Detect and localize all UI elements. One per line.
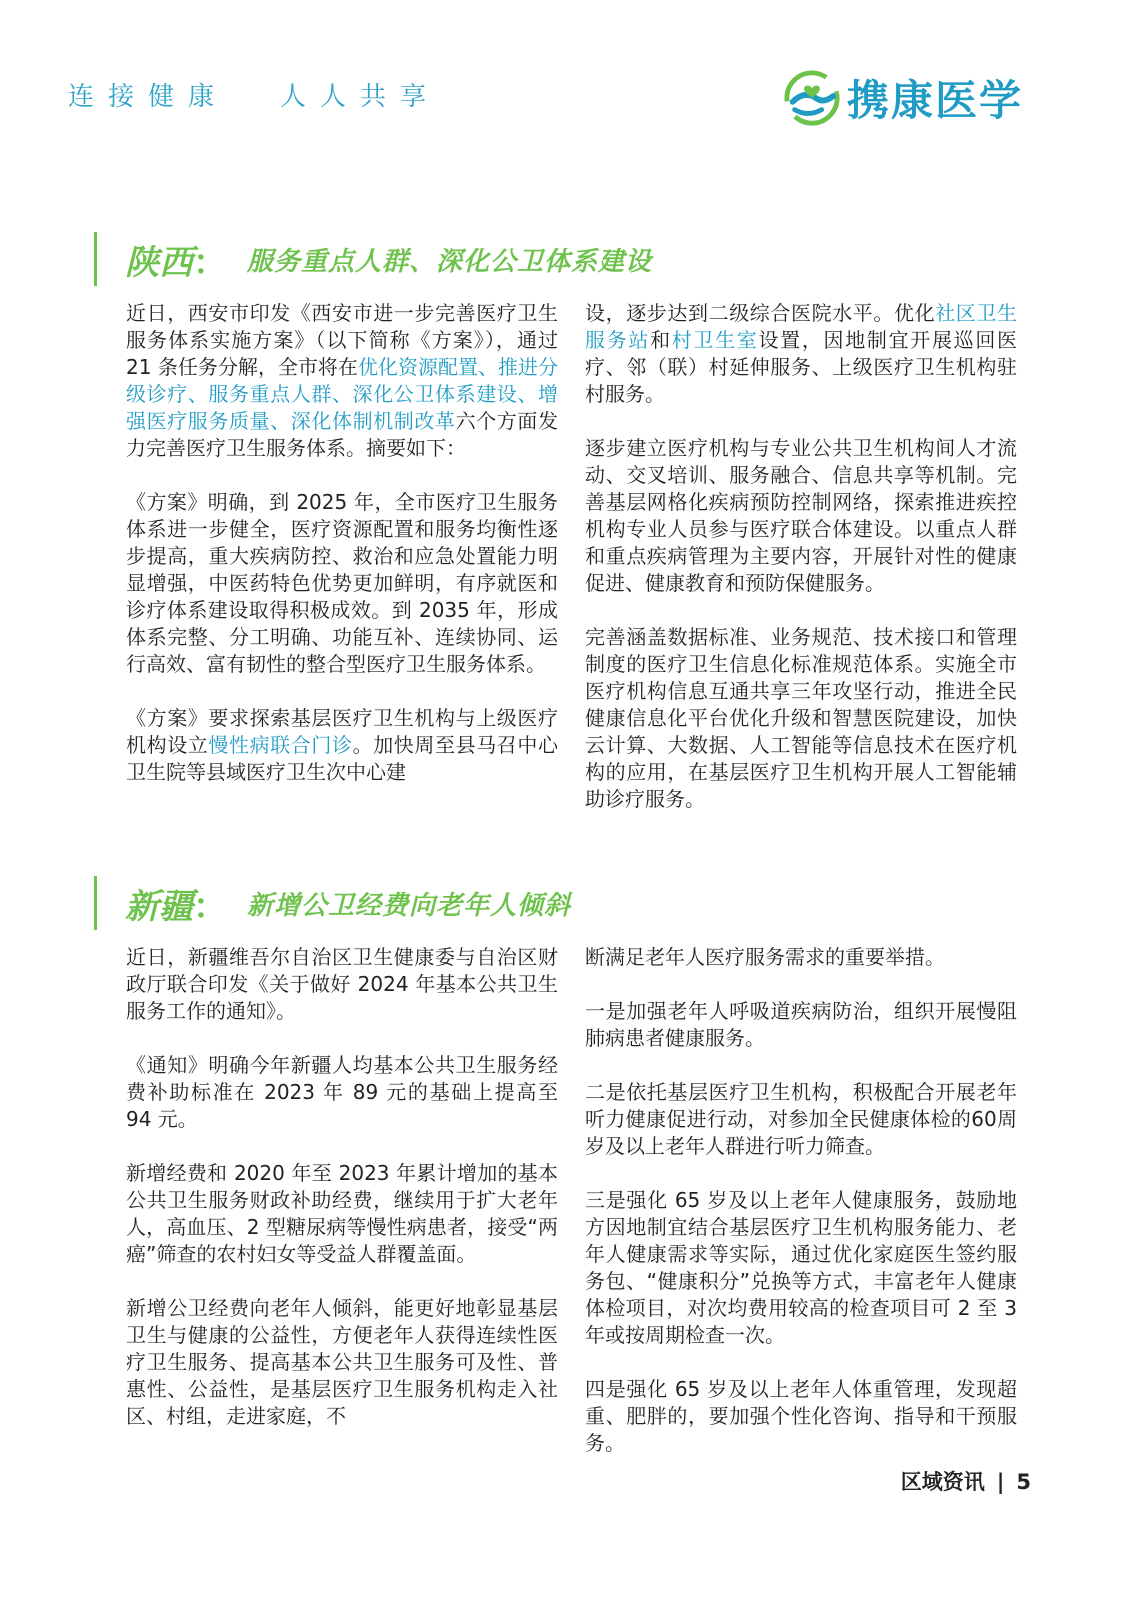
page-footer [901,1466,1031,1496]
section-colon: ： [193,242,227,283]
shaanxi-right-column [585,300,1017,813]
paragraph: 完善涵盖数据标准、业务规范、技术接口和管理制度的医疗卫生信息化标准规范体系。实施全市医疗机构信息互通共享三年攻坚行动，推进全民健康信息化平台优化升级和智慧医院建设，加快云计算、大数据、人工智能等信息技术在医疗机构的应用，在基层医疗卫生机构开展人工智能辅助诊疗服务。 [585,625,1017,811]
slogan-left: 连接健康 [68,82,229,112]
text: 设置，因地制宜开展巡回医疗、邻（联）村延伸服务、上级医疗卫生机构驻村服务。 [585,328,1018,406]
footer-separator: | [996,1470,1005,1494]
paragraph: 新增公卫经费向老年人倾斜，能更好地彰显基层卫生与健康的公益性，方便老年人获得连续性医疗卫生服务、提高基本公共卫生服务可及性、普惠性、公益性，是基层医疗卫生服务机构走入社区、村组，走进家庭，不 [126,1296,558,1428]
highlight-text: 优化资源配置、推进分级诊疗、服务重点人群、深化公卫体系建设、增强医疗服务质量、深化体制机制改革 [126,355,559,433]
highlight-text: 慢性病联合门诊 [208,733,353,757]
header-slogan [68,76,440,113]
section-heading-shaanxi [94,232,652,286]
xinjiang-right-column [585,944,1017,1457]
hands-heart-logo-icon [783,69,841,127]
paragraph [126,705,558,786]
paragraph: 一是加强老年人呼吸道疾病防治，组织开展慢阻肺病患者健康服务。 [585,999,1017,1050]
paragraph: 四是强化 65 岁及以上老年人体重管理，发现超重、肥胖的，要加强个性化咨询、指导和干预服务。 [585,1377,1017,1455]
highlight-text: 社区卫生服务站 [585,301,1018,352]
text: 。加快周至县马召中心卫生院等县域医疗卫生次中心建 [126,733,559,784]
slogan-right: 人人共享 [280,82,441,112]
paragraph: 断满足老年人医疗服务需求的重要举措。 [585,945,945,969]
logo-text: 携康医学 [847,76,1024,125]
page-number: 5 [1016,1470,1031,1494]
paragraph [126,300,558,462]
paragraph: 二是依托基层医疗卫生机构，积极配合开展老年听力健康促进行动，对参加全民健康体检的60周岁及以上老年人群进行听力筛查。 [585,1080,1017,1158]
xinjiang-left-column [126,944,558,1430]
paragraph: 新增经费和 2020 年至 2023 年累计增加的基本公共卫生服务财政补助经费，继续用于扩大老年人，高血压、2 型糖尿病等慢性病患者，接受“两癌”筛查的农村妇女等受益人群覆盖面。 [126,1161,558,1266]
text: 近日，西安市印发《西安市进一步完善医疗卫生服务体系实施方案》（以下简称《方案》），通过 21 条任务分解，全市将在 [126,301,558,379]
section-region: 陕西 [125,242,193,283]
section-heading-xinjiang [94,876,571,930]
text: 和 [650,328,672,352]
paragraph: 《通知》明确今年新疆人均基本公共卫生服务经费补助标准在 2023 年 89 元的基础上提高至 94 元。 [126,1053,558,1131]
text: 设，逐步达到二级综合医院水平。优化 [585,301,936,325]
text: 《方案》要求探索基层医疗卫生机构与上级医疗机构设立 [126,706,558,757]
brand-logo [783,68,1023,128]
section-colon: ： [193,886,227,927]
footer-section-name: 区域资讯 [900,1470,985,1494]
highlight-text: 村卫生室 [671,328,759,352]
section-subtitle: 服务重点人群、深化公卫体系建设 [247,246,653,277]
paragraph: 近日，新疆维吾尔自治区卫生健康委与自治区财政厅联合印发《关于做好 2024 年基本公共卫生服务工作的通知》。 [126,945,558,1023]
paragraph: 《方案》明确，到 2025 年，全市医疗卫生服务体系进一步健全，医疗资源配置和服务均衡性逐步提高，重大疾病防控、救治和应急处置能力明显增强，中医药特色优势更加鲜明，有序就医和诊疗体系建设取得积极成效。到 2035 年，形成体系完整、分工明确、功能互补、连续协同、运行高效、富有韧性的整合型医疗卫生服务体系。 [126,490,558,676]
paragraph: 三是强化 65 岁及以上老年人健康服务，鼓励地方因地制宜结合基层医疗卫生机构服务能力、老年人健康需求等实际，通过优化家庭医生签约服务包、“健康积分”兑换等方式，丰富老年人健康体检项目，对次均费用较高的检查项目可 2 至 3 年或按周期检查一次。 [585,1188,1017,1347]
section-subtitle: 新增公卫经费向老年人倾斜 [247,890,572,921]
section-region: 新疆 [125,886,193,927]
paragraph [585,300,1017,408]
shaanxi-left-column [126,300,558,786]
paragraph: 逐步建立医疗机构与专业公共卫生机构间人才流动、交叉培训、服务融合、信息共享等机制。完善基层网格化疾病预防控制网络，探索推进疾控机构专业人员参与医疗联合体建设。以重点人群和重点疾病管理为主要内容，开展针对性的健康促进、健康教育和预防保健服务。 [585,436,1017,595]
text: 六个方面发力完善医疗卫生服务体系。摘要如下： [126,409,559,460]
